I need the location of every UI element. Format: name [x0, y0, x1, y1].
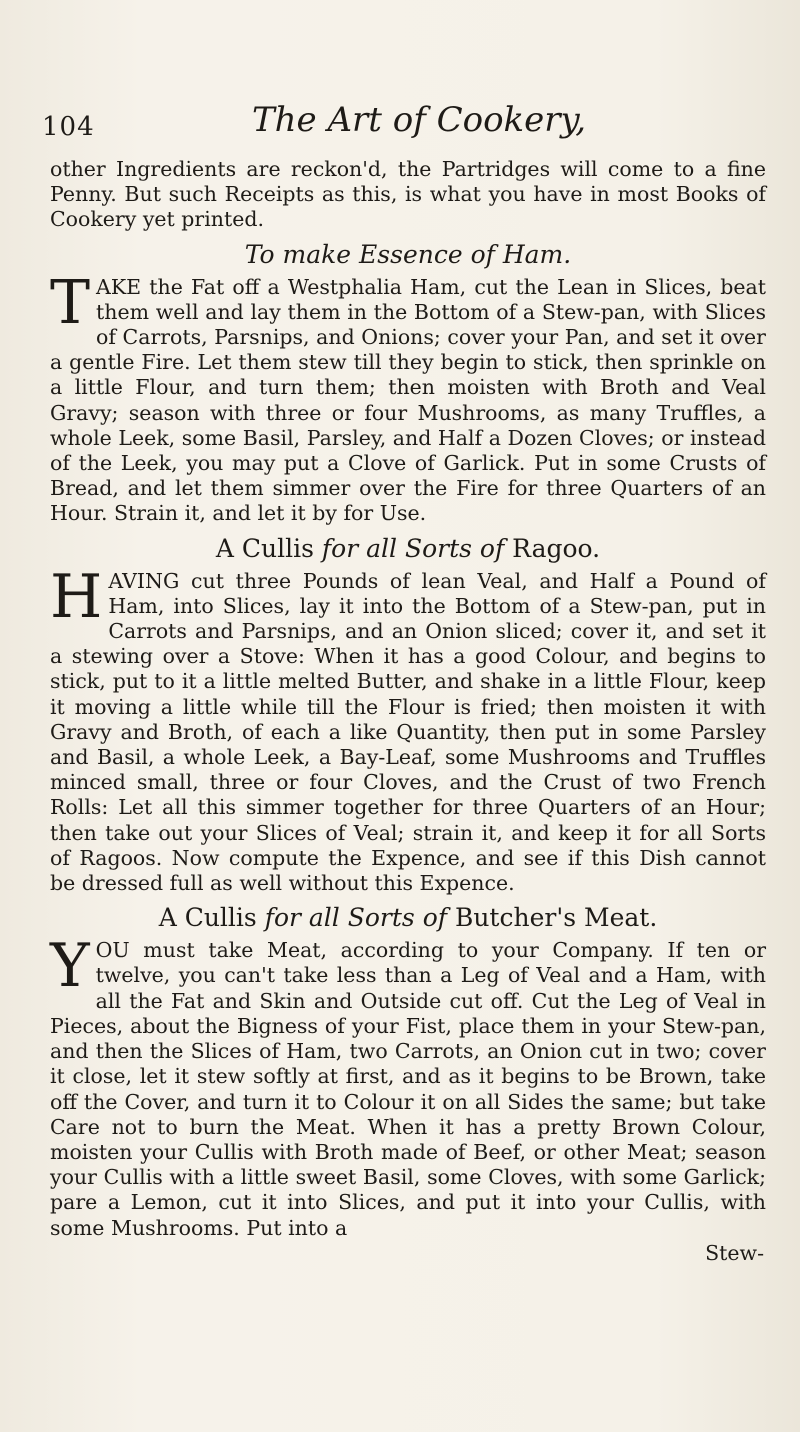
drop-cap: Y — [50, 931, 90, 1002]
heading-italic: for all Sorts of — [321, 533, 505, 563]
catchword: Stew- — [705, 1240, 764, 1265]
section-paragraph-cullis-ragoo — [50, 561, 766, 897]
page-number: 104 — [42, 112, 95, 142]
section-heading-cullis-butchers-meat — [50, 902, 766, 934]
running-head — [42, 100, 766, 144]
opening-paragraph: other Ingredients are reckon'd, the Partridges will come to a fine Penny. But such Receipts as this, is what you have in most Books of Cookery yet printed. — [50, 157, 766, 232]
heading-italic: for all Sorts of — [264, 903, 448, 933]
drop-cap: H — [50, 561, 103, 632]
heading-prefix: A Cullis — [215, 533, 322, 563]
heading-prefix: A Cullis — [158, 903, 265, 933]
paragraph-text: OU must take Meat, according to your Company. If ten or twelve, you can't take less than a Leg of Veal and a Ham, with all the Fat and Skin and Outside cut off. Cut the Leg of Veal in Pieces, about the Bigness of your Fist, place them in your Stew-pan, and then the Slices of Ham, two Carrots, an Onion cut in two; cover it close, let it stew softly at first, and as it begins to be Brown, take off the Cover, and turn it to Colour it on all Sides the same; but take Care not to burn the Meat. When it has a pretty Brown Colour, moisten your Cullis with Broth made of Beef, or other Meat; season your Cullis with a little sweet Basil, some Cloves, with some Garlick; pare a Lemon, cut it into Slices, and put it into your Cullis, with some Mushrooms. Put into a — [50, 938, 766, 1240]
heading-suffix: Ragoo. — [504, 533, 601, 563]
section-paragraph-cullis-butchers-meat — [50, 931, 766, 1240]
heading-suffix: Butcher's Meat. — [447, 903, 658, 933]
section-heading-essence-of-ham: To make Essence of Ham. — [244, 239, 572, 269]
section-paragraph-essence-of-ham — [50, 267, 766, 527]
paragraph-text: AVING cut three Pounds of lean Veal, and Half a Pound of Ham, into Slices, lay it into the Bottom of a Stew-pan, put in Carrots and Parsnips, and an Onion sliced; cover it, and set it a stewing over a Stove: When it has a good Colour, and begins to stick, put to it a little melted Butter, and shake in a little Flour, keep it moving a little while till the Flour is fried; then moisten it with Gravy and Broth, of each a like Quantity, then put in some Parsley and Basil, a whole Leek, a Bay-Leaf, some Mushrooms and Truffles minced small, three or four Cloves, and the Crust of two French Rolls: Let all this simmer together for three Quarters of an Hour; then take out your Slices of Veal; strain it, and keep it for all Sorts of Ragoos. Now compute the Expence, and see if this Dish cannot be dressed full as well without this Expence. — [50, 568, 766, 896]
running-title — [192, 100, 766, 140]
section-heading-cullis-ragoo — [50, 533, 766, 565]
paragraph-text: AKE the Fat off a Westphalia Ham, cut the Lean in Slices, beat them well and lay them in the Bottom of a Stew-pan, with Slices of Carrots, Parsnips, and Onions; cover your Pan, and set it over a gentle Fire. Let them stew till they begin to stick, then sprinkle on a little Flour, and turn them; then moisten with Broth and Veal Gravy; season with three or four Mushrooms, as many Truffles, a whole Leek, some Basil, Parsley, and Half a Dozen Cloves; or instead of the Leek, you may put a Clove of Garlick. Put in some Crusts of Bread, and let them simmer over the Fire for three Quarters of an Hour. Strain it, and let it by for Use. — [50, 274, 766, 526]
running-title-text: The Art of Cookery, — [251, 100, 587, 140]
drop-cap: T — [50, 267, 91, 338]
page-body — [50, 157, 766, 1266]
